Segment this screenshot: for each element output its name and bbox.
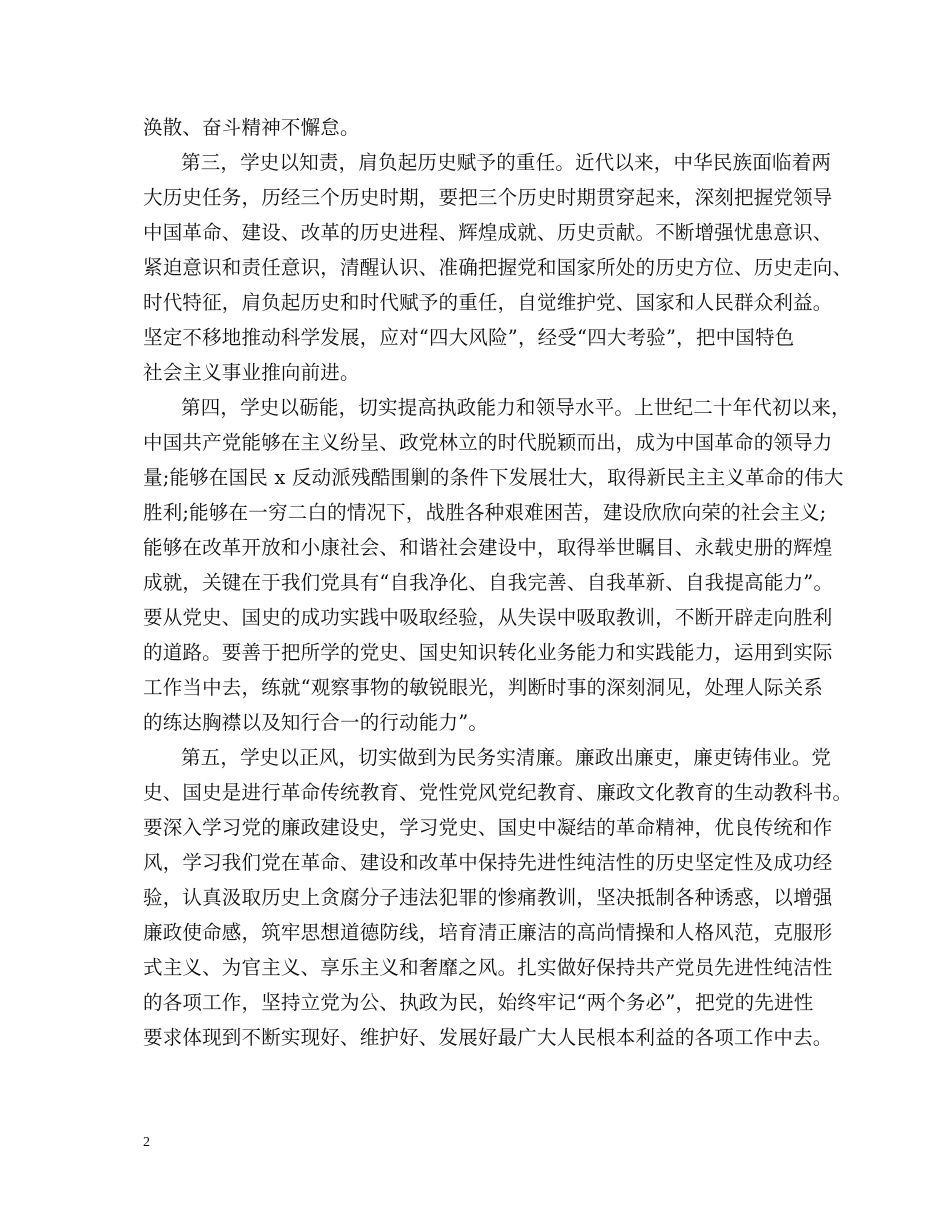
text-line: 能够在改革开放和小康社会、和谐社会建设中，取得举世瞩目、永载史册的辉煌 bbox=[143, 536, 833, 559]
text-line: 大历史任务，历经三个历史时期，要把三个历史时期贯穿起来，深刻把握党领导 bbox=[143, 186, 833, 209]
text-line: 式主义、为官主义、享乐主义和奢靡之风。扎实做好保持共产党员先进性纯洁性 bbox=[143, 956, 833, 979]
text-line: 的练达胸襟以及知行合一的行动能力”。 bbox=[143, 711, 489, 734]
page-number: 2 bbox=[143, 1135, 150, 1150]
text-line: 要从党史、国史的成功实践中吸取经验，从失误中吸取教训，不断开辟走向胜利 bbox=[143, 606, 833, 629]
text-line: 要求体现到不断实现好、维护好、发展好最广大人民根本利益的各项工作中去。 bbox=[143, 1026, 833, 1049]
text-line: 风，学习我们党在革命、建设和改革中保持先进性纯洁性的历史坚定性及成功经 bbox=[143, 851, 833, 874]
text-line: 量;能够在国民 x 反动派残酷围剿的条件下发展壮大，取得新民主主义革命的伟大 bbox=[143, 466, 844, 489]
text-line: 涣散、奋斗精神不懈怠。 bbox=[143, 116, 360, 139]
text-line: 胜利;能够在一穷二白的情况下，战胜各种艰难困苦，建设欣欣向荣的社会主义; bbox=[143, 501, 827, 524]
paragraph-3-line: 第三，学史以知责，肩负起历史赋予的重任。近代以来，中华民族面临着两 bbox=[181, 151, 832, 174]
text-line: 成就，关键在于我们党具有“自我净化、自我完善、自我革新、自我提高能力”。 bbox=[143, 571, 834, 594]
text-line: 工作当中去，练就“观察事物的敏锐眼光，判断时事的深刻洞见，处理人际关系 bbox=[143, 676, 823, 699]
text-line: 中国共产党能够在主义纷呈、政党林立的时代脱颖而出，成为中国革命的领导力 bbox=[143, 431, 833, 454]
text-line: 的各项工作，坚持立党为公、执政为民，始终牢记“两个务必”，把党的先进性 bbox=[143, 991, 814, 1014]
paragraph-5-line: 第五，学史以正风，切实做到为民务实清廉。廉政出廉吏，廉吏铸伟业。党 bbox=[181, 746, 832, 769]
text-line: 坚定不移地推动科学发展，应对“四大风险”，经受“四大考验”，把中国特色 bbox=[143, 326, 795, 349]
text-line: 要深入学习党的廉政建设史，学习党史、国史中凝结的革命精神，优良传统和作 bbox=[143, 816, 833, 839]
paragraph-4-line: 第四，学史以砺能，切实提高执政能力和领导水平。上世纪二十年代初以来， bbox=[181, 396, 851, 419]
text-line: 的道路。要善于把所学的党史、国史知识转化业务能力和实践能力，运用到实际 bbox=[143, 641, 833, 664]
text-line: 廉政使命感，筑牢思想道德防线，培育清正廉洁的高尚情操和人格风范，克服形 bbox=[143, 921, 833, 944]
text-line: 史、国史是进行革命传统教育、党性党风党纪教育、廉政文化教育的生动教科书。 bbox=[143, 781, 853, 804]
text-line: 验，认真汲取历史上贪腐分子违法犯罪的惨痛教训，坚决抵制各种诱惑，以增强 bbox=[143, 886, 833, 909]
text-line: 中国革命、建设、改革的历史进程、辉煌成就、历史贡献。不断增强忧患意识、 bbox=[143, 221, 833, 244]
text-line: 社会主义事业推向前进。 bbox=[143, 361, 360, 384]
text-line: 紧迫意识和责任意识，清醒认识、准确把握党和国家所处的历史方位、历史走向、 bbox=[143, 256, 853, 279]
text-line: 时代特征，肩负起历史和时代赋予的重任，自觉维护党、国家和人民群众利益。 bbox=[143, 291, 833, 314]
